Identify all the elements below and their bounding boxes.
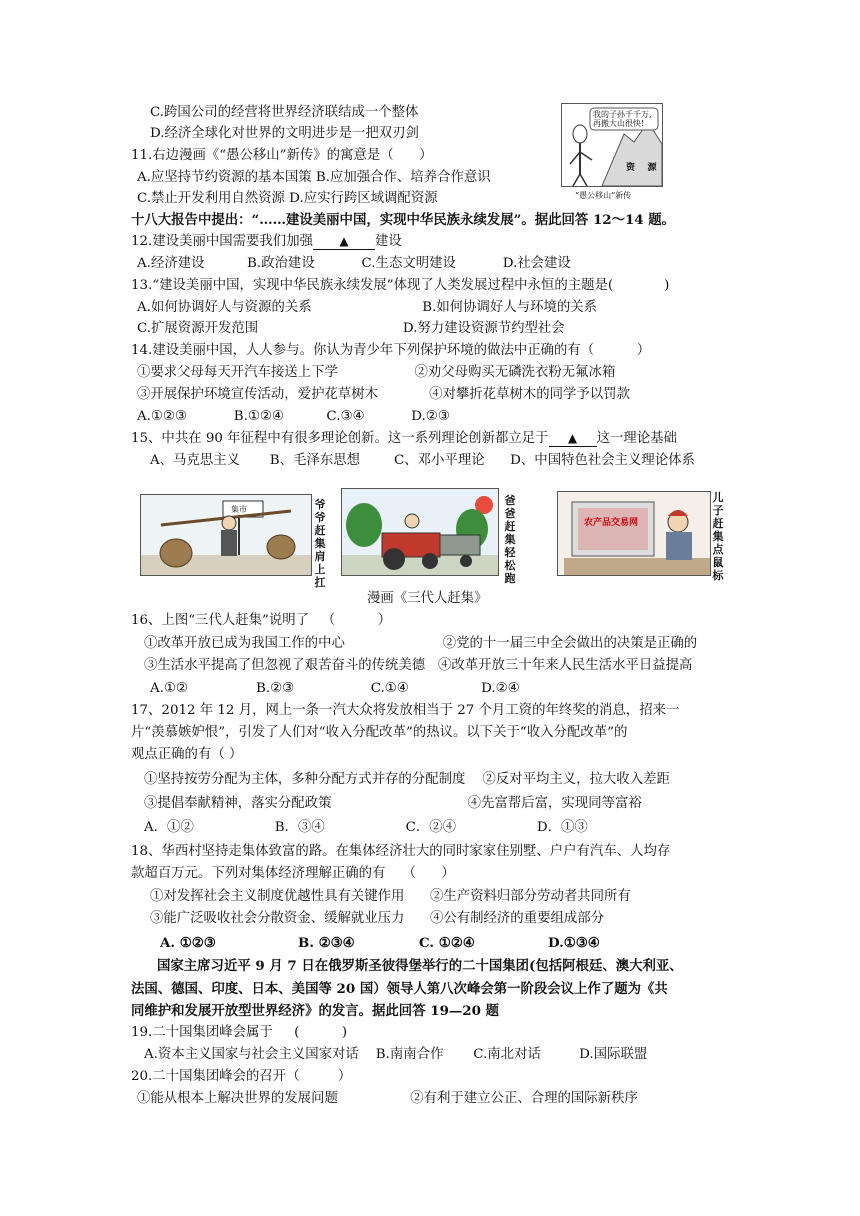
intro-12-14: 十八大报告中提出：“……建设美丽中国，实现中华民族永续发展”。据此回答 12～14 题。 bbox=[131, 212, 676, 228]
q12-text: 12.建设美丽中国需要我们加强 bbox=[131, 234, 313, 249]
question-17-line3: 观点正确的有（ ） bbox=[131, 747, 243, 762]
q15-blank bbox=[549, 431, 597, 447]
question-17-line1: 17、2012 年 12 月，网上一条一汽大众将发放相当于 27 个月工资的年终奖的消息，招来一 bbox=[131, 703, 680, 718]
question-18-line2: 款超百万元。下列对集体经济理解正确的有 （ ） bbox=[131, 866, 455, 881]
items-16-34: ③生活水平提高了但忽视了艰苦奋斗的传统美德 ④改革开放三十年来人民生活水平日益提高 bbox=[144, 658, 693, 673]
question-15 bbox=[131, 430, 677, 448]
option-11ab: A.应坚持节约资源的基本国策 B.应加强合作、培养合作意识 bbox=[137, 170, 491, 185]
question-20: 20.二十国集团峰会的召开（ ） bbox=[131, 1069, 352, 1084]
question-19: 19.二十国集团峰会属于 ( ) bbox=[131, 1025, 348, 1040]
items-18-12: ①对发挥社会主义制度优越性具有关键作用 ②生产资料归部分劳动者共同所有 bbox=[150, 889, 631, 904]
question-17-line2: 片“羡慕嫉妒恨”，引发了人们对“收入分配改革”的热议。以下关于“收入分配改革”的 bbox=[131, 725, 628, 740]
items-17-12: ①坚持按劳分配为主体，多种分配方式并存的分配制度 ②反对平均主义，拉大收入差距 bbox=[144, 772, 670, 787]
blank-triangle-icon: ▲ bbox=[567, 431, 578, 445]
q15-tail: 这一理论基础 bbox=[596, 431, 677, 446]
cartoon-panel-grandpa bbox=[140, 494, 312, 576]
option-10d: D.经济全球化对世界的文明进步是一把双刃剑 bbox=[150, 126, 419, 141]
option-18d: D.①③④ bbox=[548, 935, 600, 951]
option-18a: A. ①②③ bbox=[160, 935, 216, 951]
yugong-bubble: 我的子孙千千万, 再搬大山很快! bbox=[593, 110, 652, 128]
panel-grandpa-caption: 爷爷赶集肩上扛 bbox=[314, 498, 326, 589]
market-sign: 集市 bbox=[231, 505, 247, 514]
q12-tail: 建设 bbox=[374, 234, 402, 249]
q12-blank bbox=[313, 234, 375, 250]
items-14-12: ①要求父母每天开汽车接送上下学 ②劝父母购买无磷洗衣粉无氟冰箱 bbox=[137, 365, 616, 380]
cartoon-panel-father bbox=[341, 488, 499, 576]
question-13: 13.“建设美丽中国，实现中华民族永续发展”体现了人类发展过程中永恒的主题是( ) bbox=[131, 278, 670, 293]
options-14: A.①②③ B.①②④ C.③④ D.②③ bbox=[137, 409, 450, 424]
items-20-12: ①能从根本上解决世界的发展问题 ②有利于建立公正、合理的国际新秩序 bbox=[137, 1091, 638, 1106]
panel-son-caption: 儿子赶集点鼠标 bbox=[712, 491, 724, 582]
option-11cd: C.禁止开发利用自然资源 D.应实行跨区域调配资源 bbox=[137, 191, 438, 206]
trading-site-label: 农产品交易网 bbox=[584, 518, 639, 528]
options-15: A、马克思主义 B、毛泽东思想 C、邓小平理论 D、中国特色社会主义理论体系 bbox=[150, 453, 695, 468]
items-14-34: ③开展保护环境宣传活动，爱护花草树木 ④对攀折花草树木的同学予以罚款 bbox=[137, 387, 630, 402]
options-12: A.经济建设 B.政治建设 C.生态文明建设 D.社会建设 bbox=[137, 256, 571, 271]
question-12 bbox=[131, 233, 402, 251]
items-18-34: ③能广泛吸收社会分散资金、缓解就业压力 ④公有制经济的重要组成部分 bbox=[150, 911, 605, 926]
cartoon-panel-son bbox=[557, 491, 711, 576]
options-19: A.资本主义国家与社会主义国家对话 B.南南合作 C.南北对话 D.国际联盟 bbox=[144, 1047, 648, 1062]
options-17: A．①② B．③④ C．②④ D．①③ bbox=[144, 820, 588, 835]
option-10c: C.跨国公司的经营将世界经济联结成一个整体 bbox=[150, 105, 419, 120]
options-13ab: A.如何协调好人与资源的关系 B.如何协调好人与环境的关系 bbox=[137, 300, 598, 315]
intro-19-20-line3: 同维护和发展开放型世界经济》的发言。据此回答 19—20 题 bbox=[131, 1003, 499, 1019]
items-17-34: ③提倡奉献精神，落实分配政策 ④先富帮后富，实现同等富裕 bbox=[144, 796, 642, 811]
intro-19-20-line2: 法国、德国、印度、日本、美国等 20 国）领导人第八次峰会第一阶段会议上作了题为《共 bbox=[131, 981, 668, 997]
option-18b: B. ②③④ bbox=[298, 935, 355, 951]
options-16: A.①② B.②③ C.①④ D.②④ bbox=[150, 681, 520, 696]
options-13cd: C.扩展资源开发范围 D.努力建设资源节约型社会 bbox=[137, 321, 565, 336]
yugong-cartoon bbox=[561, 103, 663, 187]
question-11: 11.右边漫画《“愚公移山”新传》的寓意是（ ） bbox=[131, 148, 433, 163]
cartoon-caption: 漫画《三代人赶集》 bbox=[367, 591, 488, 606]
question-14: 14.建设美丽中国，人人参与。你认为青少年下列保护环境的做法中正确的有（ ） bbox=[131, 343, 651, 358]
q15-text: 15、中共在 90 年征程中有很多理论创新。这一系列理论创新都立足于 bbox=[131, 431, 549, 446]
panel-father-caption: 爸爸赶集轻松跑 bbox=[504, 494, 516, 585]
intro-19-20-line1: 国家主席习近平 9 月 7 日在俄罗斯圣彼得堡举行的二十国集团(包括阿根廷、澳大利亚、 bbox=[157, 958, 683, 974]
question-18-line1: 18、华西村坚持走集体致富的路。在集体经济壮大的同时家家住别墅、户户有汽车、人均存 bbox=[131, 844, 671, 859]
yugong-caption: “愚公移山”新传 bbox=[575, 191, 632, 200]
items-16-12: ①改革开放已成为我国工作的中心 ②党的十一届三中全会做出的决策是正确的 bbox=[144, 636, 698, 651]
option-18c: C. ①②④ bbox=[419, 935, 475, 951]
grandpa-drawing bbox=[141, 495, 311, 575]
question-16: 16、上图“三代人赶集”说明了 （ ） bbox=[131, 613, 392, 628]
yugong-mountain-label: 资 源 bbox=[626, 163, 657, 173]
father-drawing bbox=[342, 489, 498, 575]
son-drawing bbox=[558, 492, 710, 575]
blank-triangle-icon: ▲ bbox=[339, 234, 349, 248]
